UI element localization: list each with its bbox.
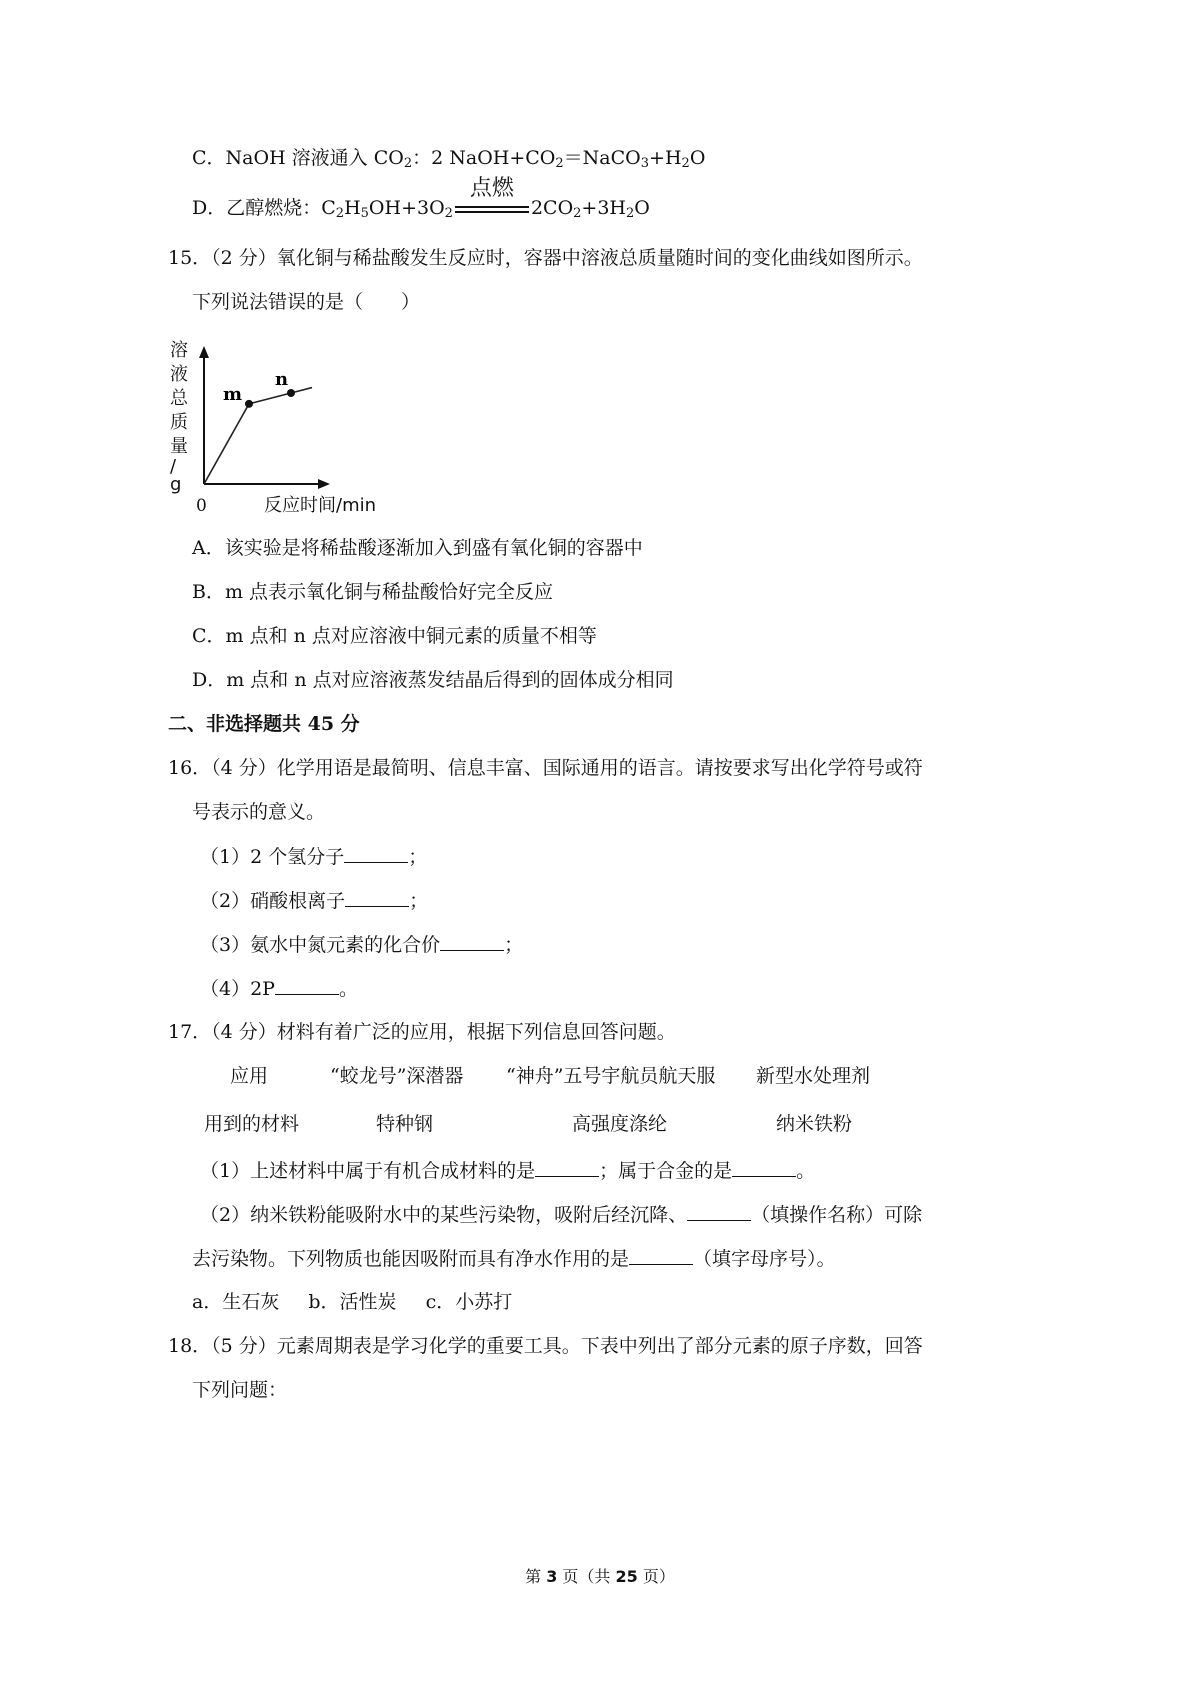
q15-stem-line2: 下列说法错误的是（ ） [192,291,421,313]
q15-option-a: A．该实验是将稀盐酸逐渐加入到盛有氧化铜的容器中 [192,537,643,559]
q14-c-end: +H [649,147,682,169]
reaction-condition [455,176,529,221]
page-number: 3 [546,1567,558,1586]
point-m [245,400,253,408]
q14-option-c: C．NaOH 溶液通入 $CO_2$：2 $NaOH+CO_2=NaCO_3+H_2O$ [192,147,706,171]
q18-stem-line1: 18．（5 分）元素周期表是学习化学的重要工具。下表中列出了部分元素的原子序数，回答 [168,1335,923,1357]
q14-c-mid: ：2 NaOH+CO [412,147,556,169]
q15-option-c: C．m 点和 n 点对应溶液中铜元素的质量不相等 [192,625,597,647]
q14-option-d: D．乙醇燃烧：$C_2H_5OH+3O_2$ 点燃 $2CO_2+3H_2O$ [192,176,650,221]
table-cell: 纳米铁粉 [776,1113,853,1135]
q14-c-tail: O [689,147,706,169]
q14-d-prefix: D．乙醇燃烧：C [192,197,336,219]
q16-stem-line2: 号表示的意义。 [192,801,326,823]
q15-option-d: D．m 点和 n 点对应溶液蒸发结晶后得到的固体成分相同 [192,669,674,691]
q16-item-4: （4）2P 。 [200,978,358,1000]
y-label-char: 质 [170,412,188,433]
point-label-m: m [223,383,243,405]
y-label-char: 液 [170,364,188,385]
y-label-char: 量 [170,436,188,457]
q14-c-mid2: ＝NaCO [563,147,641,169]
q16-item-2: （2）硝酸根离子 ； [200,890,429,912]
answer-blank[interactable] [344,844,408,863]
q14-d-h: H [344,197,361,219]
answer-blank[interactable] [275,976,339,995]
q16-stem-line1: 16．（4 分）化学用语是最简明、信息丰富、国际通用的语言。请按要求写出化学符号或符 [168,757,923,779]
q15-stem-line1: 15．（2 分）氧化铜与稀盐酸发生反应时，容器中溶液总质量随时间的变化曲线如图所示。 [168,247,923,269]
y-axis-arrow [199,346,209,358]
q16-item-1: （1）2 个氢分子 ； [200,846,428,868]
point-n [287,389,295,397]
y-label-char: / [170,456,177,477]
q18-stem-line2: 下列问题： [192,1379,288,1401]
table-cell: “神舟”五号宇航员航天服 [506,1065,716,1087]
page-footer: 第 3 页（共 25 页） [525,1567,675,1586]
answer-blank[interactable] [629,1246,693,1265]
answer-blank[interactable] [687,1202,751,1221]
answer-blank[interactable] [440,932,504,951]
condition-label: 点燃 [469,176,514,201]
y-axis-label [170,340,189,495]
q15-option-b: B．m 点表示氧化铜与稀盐酸恰好完全反应 [192,581,554,603]
point-label-n: n [275,369,289,390]
table-cell: 应用 [230,1065,269,1087]
q17-sub2-line2: 去污染物。下列物质也能因吸附而具有净水作用的是 （填字母序号）。 [192,1248,836,1270]
answer-blank[interactable] [732,1158,796,1177]
section-title: 二、非选择题共 45 分 [168,713,360,735]
table-cell: 新型水处理剂 [756,1065,871,1087]
table-cell: “蛟龙号”深潜器 [330,1065,464,1087]
x-axis-arrow [318,479,330,489]
q17-stem: 17．（4 分）材料有着广泛的应用，根据下列信息回答问题。 [168,1021,676,1043]
q17-sub2: （2）纳米铁粉能吸附水中的某些污染物，吸附后经沉降、 （填操作名称）可除 [200,1204,923,1226]
origin-label: 0 [196,496,207,516]
q16-item-3: （3）氨水中氮元素的化合价 ； [200,934,524,956]
q14-d-oh: OH+3O [368,197,445,219]
mass-curve [204,388,312,484]
table-cell: 特种钢 [376,1113,434,1135]
y-label-char: 溶 [170,340,188,361]
plot-area [204,369,312,484]
q14-d-plus: +3H [581,197,626,219]
table-cell: 用到的材料 [204,1113,300,1135]
x-axis-label: 反应时间/min [264,495,377,516]
q14-c-prefix: C．NaOH 溶液通入 CO [192,147,404,169]
q14-d-tail: O [634,197,650,219]
answer-blank[interactable] [345,888,409,907]
y-label-char: g [170,474,182,495]
q14-d-after: 2CO [530,197,574,219]
q17-sub1: （1）上述材料中属于有机合成材料的是 ；属于合金的是 。 [200,1160,816,1182]
table-cell: 高强度涤纶 [572,1113,668,1135]
answer-blank[interactable] [535,1158,599,1177]
y-label-char: 总 [170,388,188,409]
q17-choices: a．生石灰 b．活性炭 c．小苏打 [192,1291,513,1313]
page-total: 25 [615,1567,638,1586]
